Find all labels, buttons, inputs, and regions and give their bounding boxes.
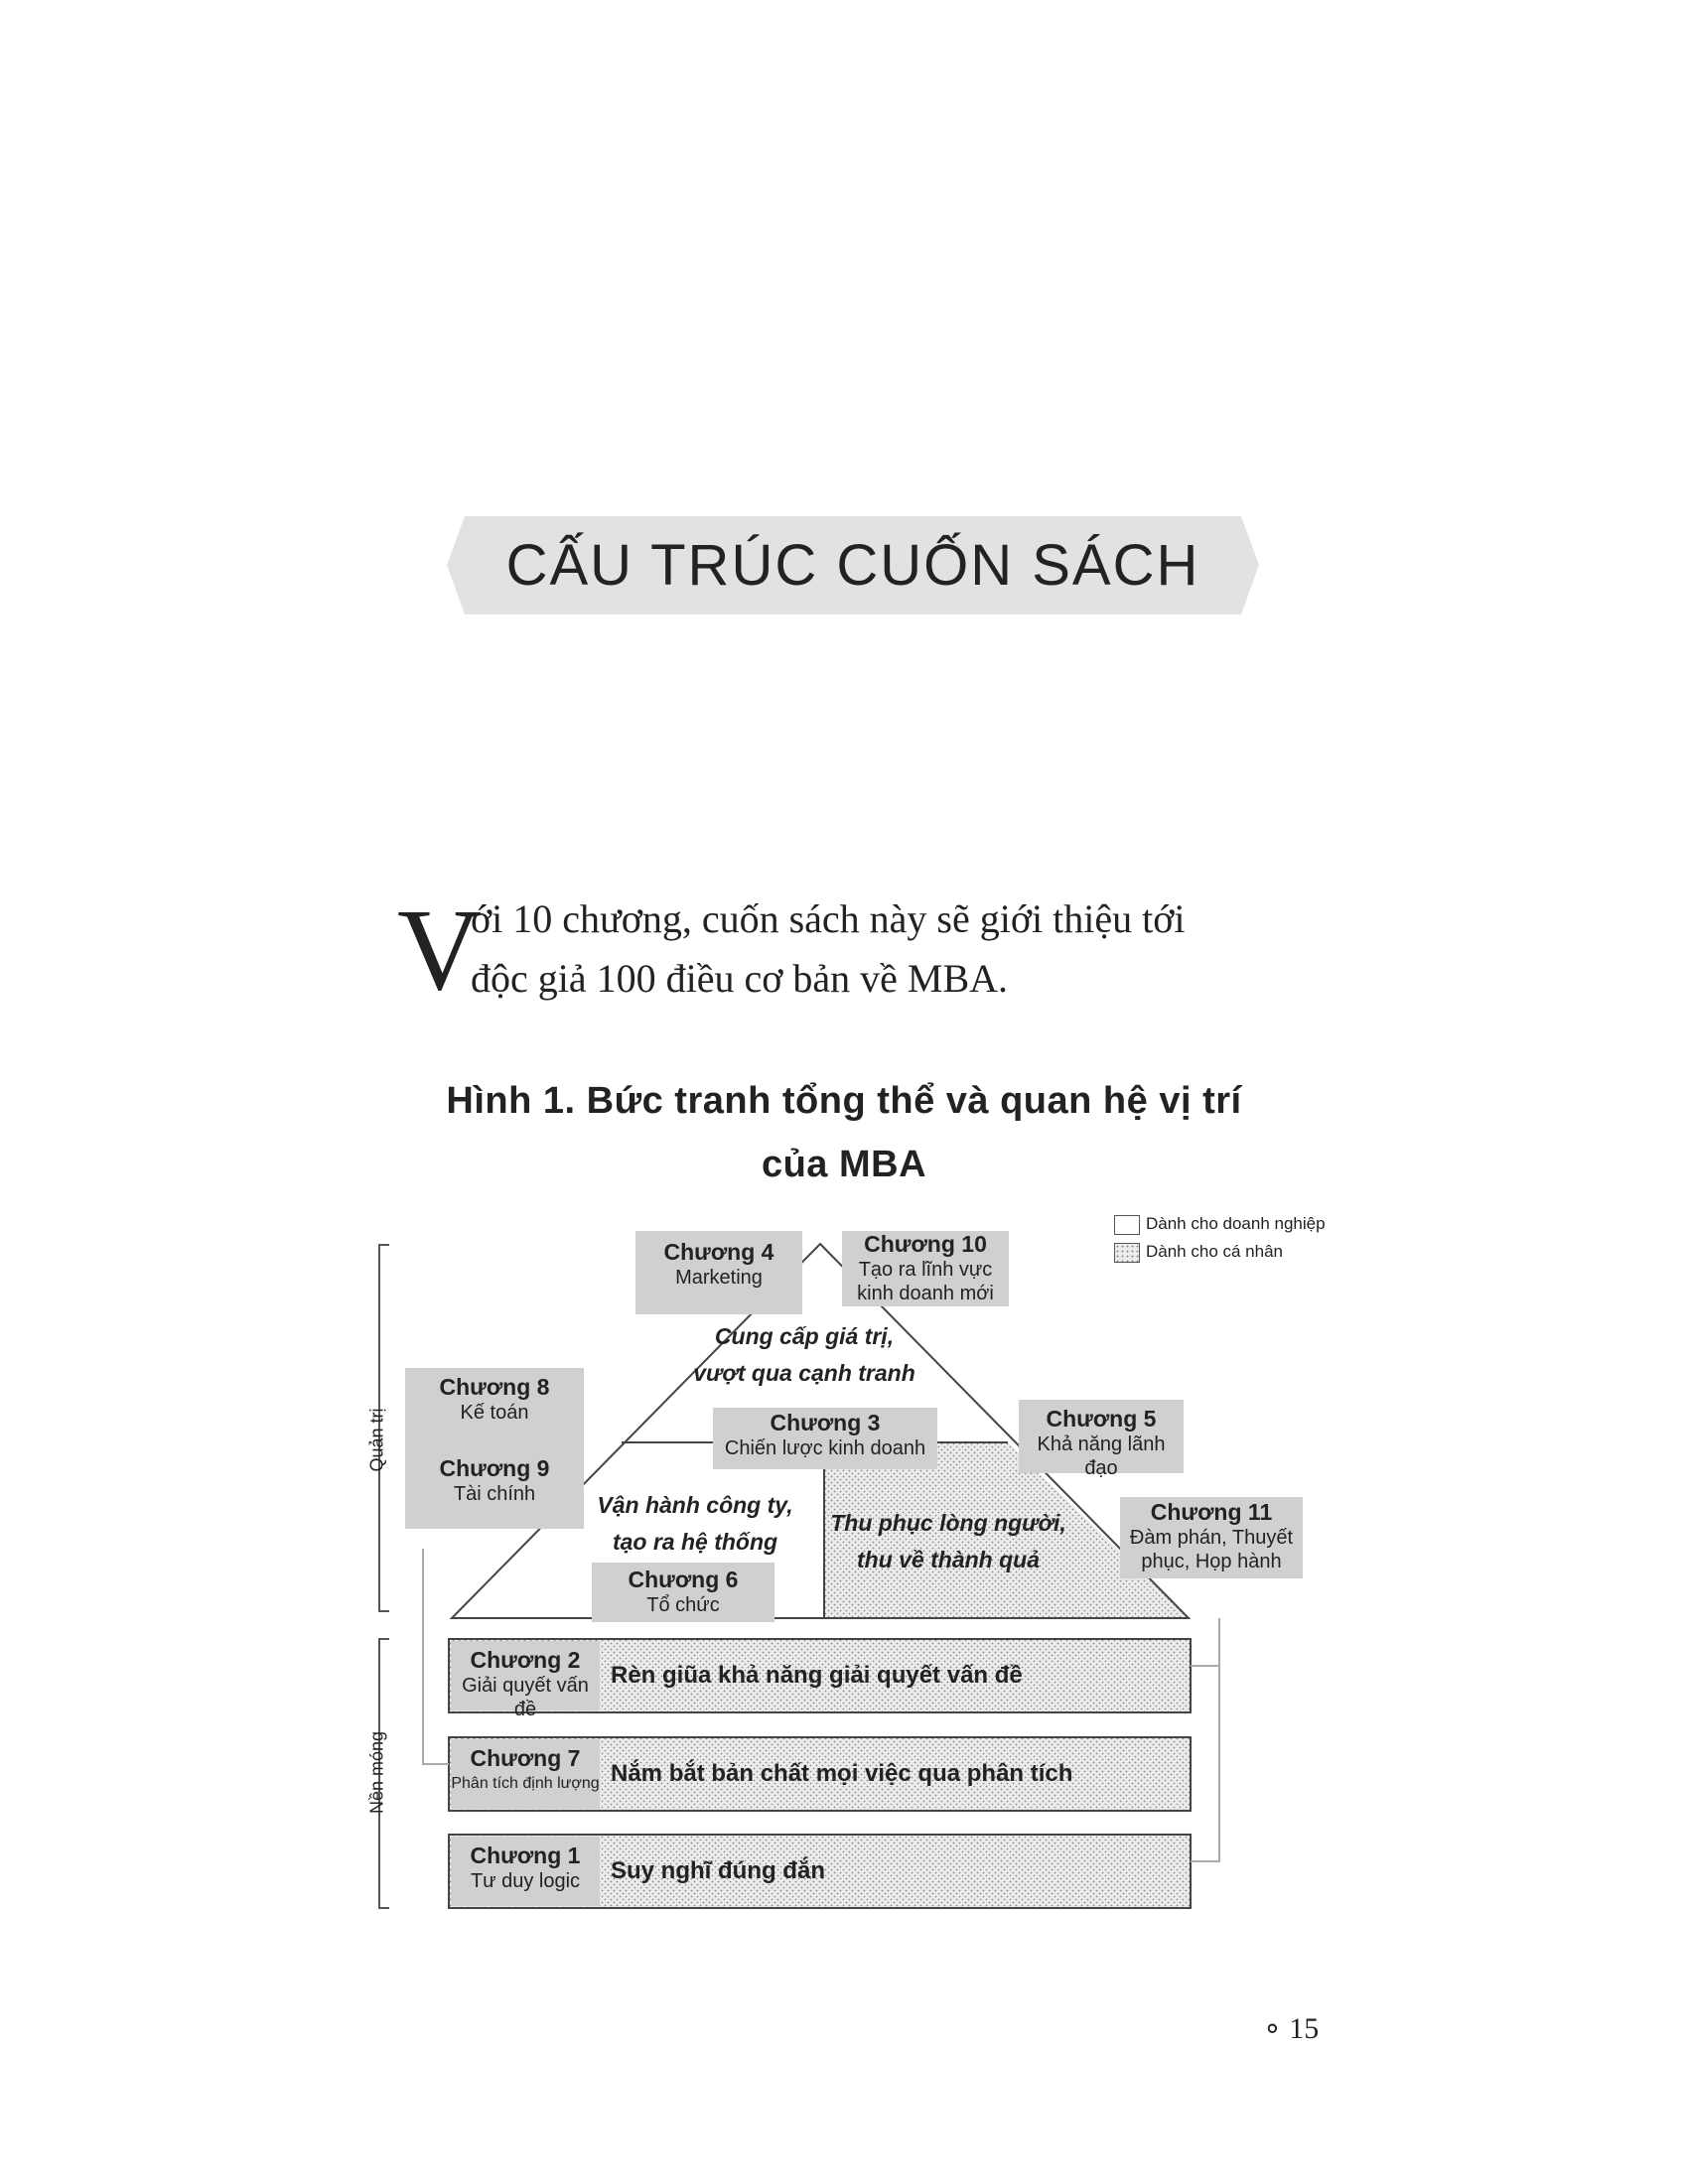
note-left-line-2: tạo ra hệ thống	[612, 1529, 778, 1555]
chapter-11-subtitle-1: Đàm phán, Thuyết	[1129, 1527, 1294, 1549]
legend-swatch-personal	[1114, 1243, 1140, 1263]
note-right-line-2: thu về thành quả	[857, 1547, 1040, 1572]
side-label-management: Quản trị	[366, 1408, 387, 1472]
intro-line-1: ới 10 chương, cuốn sách này sẽ giới thiệu tới	[471, 896, 1186, 941]
note-left-line-1: Vận hành công ty,	[597, 1492, 793, 1518]
page-number-value: 15	[1289, 2012, 1320, 2045]
page-number: ∘ 15	[1263, 2012, 1320, 2045]
legend-personal-label: Dành cho cá nhân	[1146, 1242, 1283, 1261]
chapter-10-box	[842, 1231, 1009, 1306]
chapter-4-title: Chương 4	[663, 1239, 774, 1265]
note-right-line-1: Thu phục lòng người,	[830, 1510, 1066, 1536]
figure-title-line-1: Hình 1. Bức tranh tổng thể và quan hệ vị trí	[446, 1080, 1242, 1122]
chapter-9-title: Chương 9	[439, 1455, 550, 1481]
chapter-7-box	[451, 1739, 600, 1809]
chapter-7-title: Chương 7	[470, 1745, 581, 1771]
chapter-1-subtitle: Tư duy logic	[470, 1870, 581, 1892]
chapter-6-box	[592, 1563, 774, 1622]
chapter-2-subtitle: Giải quyết vấn đề	[462, 1675, 589, 1720]
legend-business-label: Dành cho doanh nghiệp	[1146, 1214, 1326, 1233]
chapter-3-title: Chương 3	[770, 1410, 881, 1435]
chapter-5-box	[1019, 1400, 1184, 1479]
note-value-competition	[655, 1318, 953, 1392]
chapter-10-subtitle-2: kinh doanh mới	[857, 1283, 994, 1304]
chapter-5-subtitle: Khả năng lãnh đạo	[1037, 1433, 1166, 1479]
page-title: CẤU TRÚC CUỐN SÁCH	[505, 533, 1200, 598]
chapter-11-subtitle-2: phục, Họp hành	[1141, 1551, 1282, 1572]
chapter-4-box	[635, 1231, 802, 1314]
chapter-6-title: Chương 6	[628, 1567, 739, 1592]
bar-2-text: Rèn giũa khả năng giải quyết vấn đề	[611, 1662, 1023, 1689]
chapter-11-box	[1120, 1497, 1303, 1578]
bar-1-text: Suy nghĩ đúng đắn	[611, 1857, 825, 1884]
figure-title-line-2: của MBA	[761, 1144, 927, 1185]
note-top-line-2: vượt qua cạnh tranh	[693, 1360, 915, 1386]
chapter-10-subtitle-1: Tạo ra lĩnh vực	[858, 1259, 993, 1281]
chapter-3-box	[713, 1408, 937, 1469]
note-people	[814, 1505, 1082, 1578]
chapter-11-title: Chương 11	[1150, 1499, 1273, 1525]
mba-structure-diagram	[348, 1201, 1331, 1926]
drop-cap: V	[397, 885, 483, 1015]
chapter-title-banner	[447, 516, 1259, 614]
legend-swatch-business	[1114, 1215, 1140, 1235]
chapter-1-title: Chương 1	[470, 1843, 581, 1868]
chapter-4-subtitle: Marketing	[675, 1267, 763, 1289]
note-operations	[586, 1487, 804, 1561]
chapter-8-box	[405, 1368, 584, 1451]
chapter-9-subtitle: Tài chính	[453, 1483, 536, 1505]
chapter-2-title: Chương 2	[470, 1647, 581, 1673]
chapter-8-subtitle: Kế toán	[460, 1402, 529, 1424]
chapter-5-title: Chương 5	[1046, 1406, 1157, 1432]
chapter-6-subtitle: Tổ chức	[646, 1594, 720, 1616]
chapter-3-subtitle: Chiến lược kinh doanh	[724, 1437, 926, 1459]
note-top-line-1: Cung cấp giá trị,	[714, 1323, 895, 1349]
intro-line-2: độc giả 100 điều cơ bản về MBA.	[471, 956, 1009, 1001]
chapter-10-title: Chương 10	[864, 1231, 987, 1257]
chapter-9-box	[405, 1451, 584, 1529]
chapter-2-box	[451, 1641, 600, 1720]
chapter-8-title: Chương 8	[439, 1374, 550, 1400]
chapter-7-subtitle: Phân tích định lượng	[451, 1775, 600, 1792]
side-label-foundation: Nền móng	[366, 1730, 387, 1815]
chapter-1-box	[451, 1837, 600, 1906]
bar-7-text: Nắm bắt bản chất mọi việc qua phân tích	[611, 1760, 1073, 1787]
